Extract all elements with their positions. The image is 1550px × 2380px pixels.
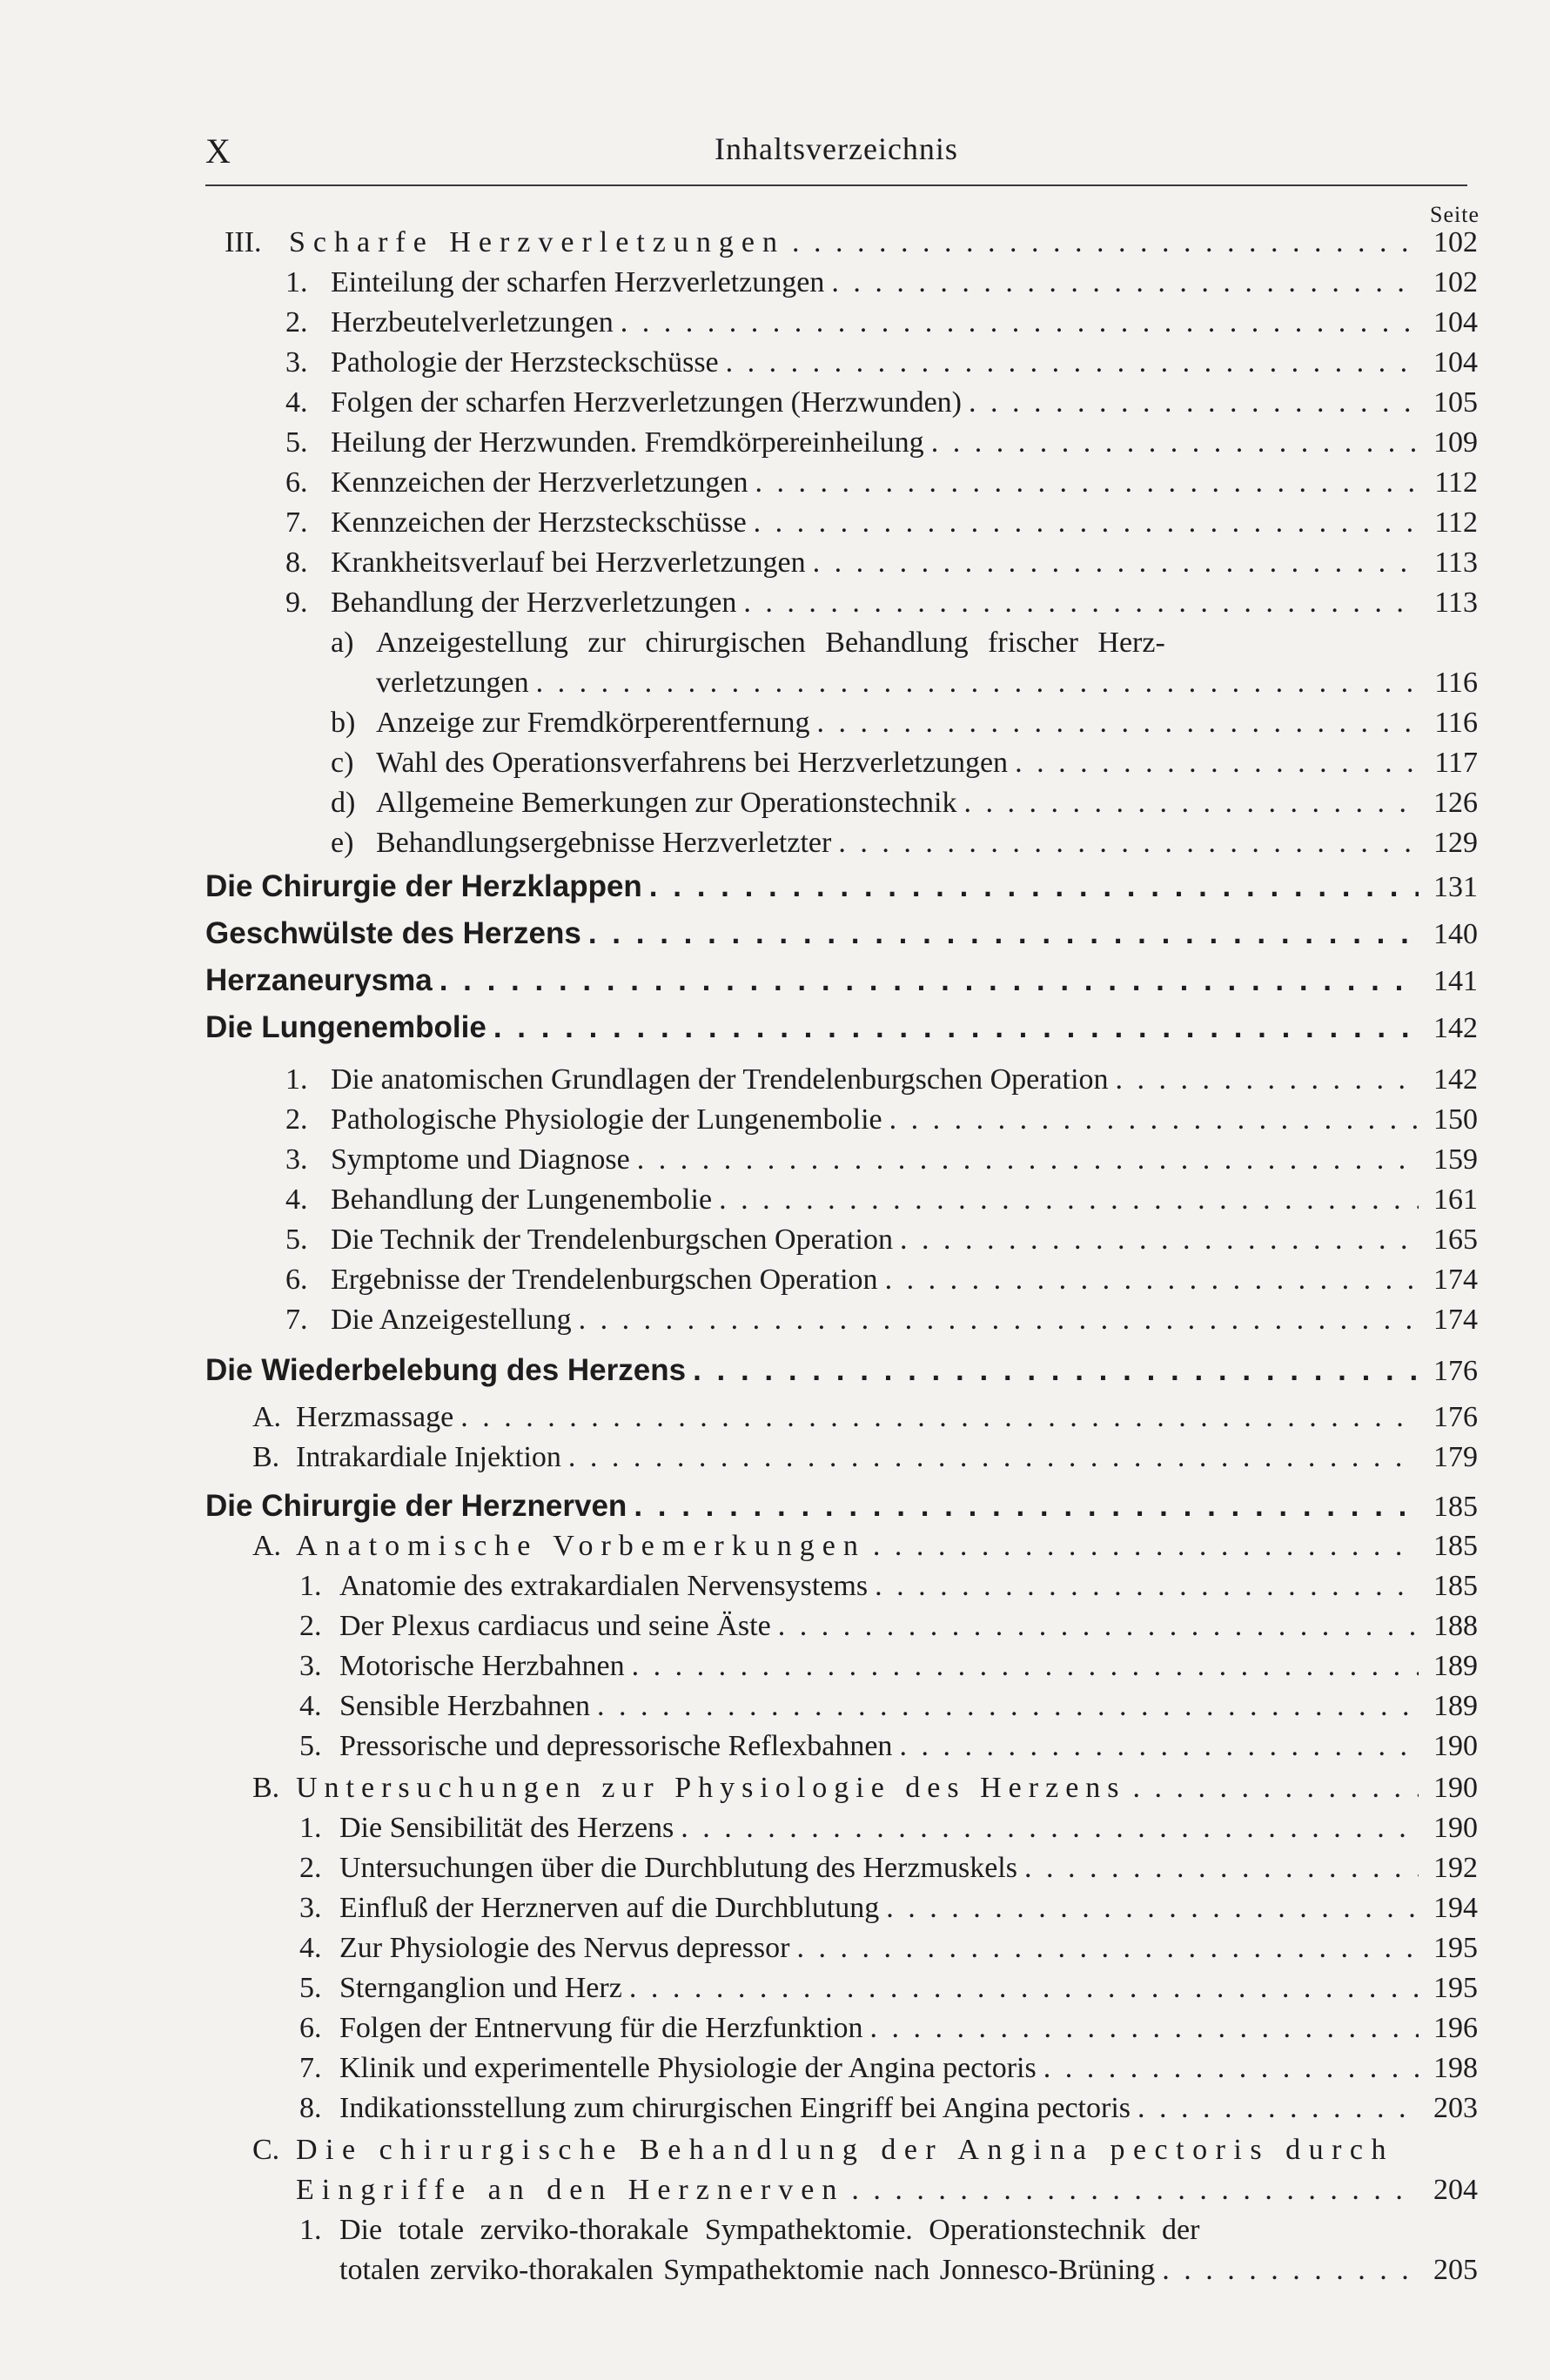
entry-number: 5. xyxy=(285,1224,308,1256)
toc-entry xyxy=(252,1398,1478,1438)
entry-number: 7. xyxy=(285,506,308,539)
toc-entry xyxy=(331,623,1478,663)
leader-dots xyxy=(649,867,1419,907)
leader-dots xyxy=(693,1351,1419,1391)
page-numeral: X xyxy=(205,131,231,171)
leader-dots xyxy=(536,663,1419,703)
entry-page: 112 xyxy=(1434,466,1478,499)
entry-page: 112 xyxy=(1434,506,1478,539)
entry-title: Kennzeichen der Herzsteckschüsse xyxy=(331,506,747,539)
leader-dots xyxy=(726,343,1419,383)
toc-entry xyxy=(299,1686,1478,1726)
toc-entry xyxy=(252,2130,1410,2170)
leader-dots xyxy=(900,1220,1419,1260)
entry-title: Behandlung der Herzverletzungen xyxy=(331,587,737,619)
entry-title: Die Technik der Trendelenburgschen Operation xyxy=(331,1224,893,1256)
leader-dots xyxy=(440,961,1419,1001)
entry-title: Motorische Herzbahnen xyxy=(339,1650,625,1682)
toc-entry xyxy=(331,743,1478,783)
leader-dots xyxy=(838,823,1419,863)
entry-page: 196 xyxy=(1433,2012,1478,2044)
leader-dots xyxy=(885,1260,1419,1300)
entry-page: 141 xyxy=(1433,965,1478,997)
entry-title: Anatomie des extrakardialen Nervensystems xyxy=(339,1570,869,1602)
entry-title: Folgen der scharfen Herzverletzungen (Herzwunden) xyxy=(331,386,962,419)
leader-dots xyxy=(875,1566,1419,1606)
entry-number: 1. xyxy=(285,266,308,298)
section-title: Die Wiederbelebung des Herzens xyxy=(205,1353,687,1387)
entry-page: 192 xyxy=(1433,1852,1478,1884)
entry-page: 189 xyxy=(1433,1650,1478,1682)
entry-title: Zur Physiologie des Nervus depressor xyxy=(339,1932,790,1964)
entry-page: 195 xyxy=(1433,1932,1478,1964)
leader-dots xyxy=(743,583,1419,623)
leader-dots xyxy=(754,503,1419,543)
entry-page: 176 xyxy=(1433,1355,1478,1387)
entry-page: 204 xyxy=(1433,2174,1478,2206)
entry-page: 102 xyxy=(1433,266,1478,298)
entry-page: 198 xyxy=(1433,2052,1478,2084)
leader-dots xyxy=(851,2170,1419,2210)
toc-entry xyxy=(299,1646,1478,1686)
toc-entry xyxy=(285,423,1478,463)
entry-page: 189 xyxy=(1433,1690,1478,1722)
entry-title: Klinik und experimentelle Physiologie der Angina pectoris xyxy=(339,2052,1037,2084)
entry-number: 1. xyxy=(299,1570,322,1602)
entry-page: 195 xyxy=(1433,1972,1478,2004)
entry-title: Allgemeine Bemerkungen zur Operationstechnik xyxy=(376,787,957,819)
entry-number: 8. xyxy=(299,2092,322,2124)
toc-entry xyxy=(339,2250,1478,2290)
entry-number: 1. xyxy=(285,1063,308,1096)
leader-dots xyxy=(964,783,1419,823)
entry-page: 140 xyxy=(1433,918,1478,950)
entry-title: Indikationsstellung zum chirurgischen Eingriff bei Angina pectoris xyxy=(339,2092,1131,2124)
toc-entry xyxy=(225,223,1478,263)
entry-title: Heilung der Herzwunden. Fremdkörpereinheilung xyxy=(331,426,924,459)
section-title: Geschwülste des Herzens xyxy=(205,916,581,950)
page-header xyxy=(205,131,1467,183)
entry-title: Die chirurgische Behandlung der Angina pectoris durch xyxy=(296,2134,1394,2166)
entry-number: 4. xyxy=(285,386,308,419)
toc-entry xyxy=(299,1606,1478,1646)
leader-dots xyxy=(597,1686,1419,1726)
toc-section xyxy=(205,1008,1478,1048)
entry-page: 113 xyxy=(1434,587,1478,619)
toc-section xyxy=(205,961,1478,1001)
leader-dots xyxy=(1137,2088,1419,2129)
leader-dots xyxy=(568,1438,1419,1478)
section-title: Die Chirurgie der Herznerven xyxy=(205,1489,627,1523)
entry-number: 3. xyxy=(285,346,308,379)
toc-entry xyxy=(285,503,1478,543)
entry-number: d) xyxy=(331,787,356,819)
entry-title: Kennzeichen der Herzverletzungen xyxy=(331,466,748,499)
entry-number: 5. xyxy=(299,1972,322,2004)
toc-entry xyxy=(285,463,1478,503)
leader-dots xyxy=(719,1180,1419,1220)
toc-entry xyxy=(331,823,1478,863)
leader-dots xyxy=(1043,2048,1419,2088)
entry-page: 188 xyxy=(1433,1610,1478,1642)
entry-title: Sensible Herzbahnen xyxy=(339,1690,590,1722)
entry-number: 9. xyxy=(285,587,308,619)
entry-number: 6. xyxy=(299,2012,322,2044)
entry-title: Die anatomischen Grundlagen der Trendelenburgschen Operation xyxy=(331,1063,1109,1096)
entry-page: 105 xyxy=(1433,386,1478,419)
leader-dots xyxy=(755,463,1419,503)
leader-dots xyxy=(796,1928,1419,1968)
leader-dots xyxy=(588,914,1419,954)
entry-page: 142 xyxy=(1433,1012,1478,1044)
leader-dots xyxy=(886,1888,1419,1928)
section-title: Die Lungenembolie xyxy=(205,1010,486,1044)
entry-title: verletzungen xyxy=(376,667,529,699)
entry-number: B. xyxy=(252,1772,280,1804)
entry-number: B. xyxy=(252,1441,280,1473)
leader-dots xyxy=(632,1646,1419,1686)
entry-title: Herzmassage xyxy=(296,1401,454,1433)
entry-page: 185 xyxy=(1433,1530,1478,1562)
entry-page: 104 xyxy=(1433,346,1478,379)
entry-number: C. xyxy=(252,2134,280,2166)
entry-title: Untersuchungen über die Durchblutung des Herzmuskels xyxy=(339,1852,1017,1884)
leader-dots xyxy=(931,423,1419,463)
entry-page: 185 xyxy=(1433,1491,1478,1523)
entry-number: 1. xyxy=(299,2214,322,2246)
entry-title: Herzbeutelverletzungen xyxy=(331,306,614,339)
toc-entry xyxy=(285,583,1478,623)
entry-title: Sternganglion und Herz xyxy=(339,1972,622,2004)
entry-number: c) xyxy=(331,747,354,779)
toc-section xyxy=(205,867,1478,907)
entry-title: Wahl des Operationsverfahrens bei Herzverletzungen xyxy=(376,747,1009,779)
leader-dots xyxy=(621,303,1419,343)
leader-dots xyxy=(1015,743,1419,783)
entry-number: 6. xyxy=(285,1264,308,1296)
leader-dots xyxy=(634,1486,1419,1526)
entry-page: 113 xyxy=(1434,546,1478,579)
entry-number: 2. xyxy=(299,1610,322,1642)
entry-title: Pathologische Physiologie der Lungenembolie xyxy=(331,1103,882,1136)
entry-number: 3. xyxy=(299,1650,322,1682)
toc-entry xyxy=(299,2048,1478,2088)
entry-title: Eingriffe an den Herznerven xyxy=(296,2174,845,2206)
toc-entry xyxy=(376,663,1478,703)
entry-page: 205 xyxy=(1433,2254,1478,2286)
entry-title: Die Sensibilität des Herzens xyxy=(339,1812,674,1844)
entry-page: 176 xyxy=(1433,1401,1478,1433)
toc-section xyxy=(205,914,1478,954)
entry-number: 4. xyxy=(299,1932,322,1964)
toc-section xyxy=(205,1486,1478,1526)
entry-page: 185 xyxy=(1433,1570,1478,1602)
entry-number: III. xyxy=(225,226,262,258)
toc-entry xyxy=(331,703,1478,743)
toc-entry xyxy=(285,1300,1478,1340)
leader-dots xyxy=(493,1008,1419,1048)
entry-title: Pressorische und depressorische Reflexbahnen xyxy=(339,1730,893,1762)
entry-title: Folgen der Entnervung für die Herzfunktion xyxy=(339,2012,863,2044)
leader-dots xyxy=(869,2008,1419,2048)
entry-page: 142 xyxy=(1433,1063,1478,1096)
entry-page: 150 xyxy=(1433,1103,1478,1136)
toc-entry xyxy=(285,343,1478,383)
entry-page: 131 xyxy=(1433,871,1478,903)
leader-dots xyxy=(778,1606,1419,1646)
header-rule xyxy=(205,184,1467,186)
entry-number: 4. xyxy=(299,1690,322,1722)
entry-page: 116 xyxy=(1434,707,1478,739)
toc-entry xyxy=(299,1968,1478,2008)
entry-page: 190 xyxy=(1433,1812,1478,1844)
entry-title: Der Plexus cardiacus und seine Äste xyxy=(339,1610,771,1642)
toc-section xyxy=(205,1351,1478,1391)
leader-dots xyxy=(629,1968,1419,2008)
section-title: Herzaneurysma xyxy=(205,963,433,997)
entry-title: Die totale zerviko-thorakale Sympathektomie. Operationstechnik der xyxy=(339,2214,1200,2246)
toc-entry xyxy=(285,1060,1478,1100)
entry-page: 102 xyxy=(1433,226,1478,258)
entry-title: Anzeige zur Fremdkörperentfernung xyxy=(376,707,810,739)
entry-number: 4. xyxy=(285,1183,308,1216)
leader-dots xyxy=(1162,2250,1419,2290)
entry-number: 7. xyxy=(285,1304,308,1336)
entry-title: totalen zerviko-thorakalen Sympathektomie nach Jonnesco-Brüning xyxy=(339,2254,1156,2286)
entry-number: 1. xyxy=(299,1812,322,1844)
leader-dots xyxy=(969,383,1419,423)
leader-dots xyxy=(460,1398,1419,1438)
toc-entry xyxy=(296,2170,1478,2210)
entry-page: 126 xyxy=(1433,787,1478,819)
entry-page: 174 xyxy=(1433,1264,1478,1296)
leader-dots xyxy=(579,1300,1419,1340)
toc-entry xyxy=(299,2088,1478,2129)
entry-title: Intrakardiale Injektion xyxy=(296,1441,561,1473)
entry-title: Einfluß der Herznerven auf die Durchblutung xyxy=(339,1892,880,1924)
toc-entry xyxy=(285,1140,1478,1180)
toc-entry xyxy=(285,1100,1478,1140)
toc-entry xyxy=(299,2210,1413,2250)
entry-title: Ergebnisse der Trendelenburgschen Operation xyxy=(331,1264,878,1296)
entry-page: 165 xyxy=(1433,1224,1478,1256)
entry-number: A. xyxy=(252,1401,282,1433)
entry-title: Symptome und Diagnose xyxy=(331,1143,630,1176)
entry-number: e) xyxy=(331,827,354,859)
toc-entry xyxy=(285,1180,1478,1220)
entry-number: 5. xyxy=(299,1730,322,1762)
toc-entry xyxy=(252,1438,1478,1478)
entry-page: 129 xyxy=(1433,827,1478,859)
toc-entry xyxy=(299,1888,1478,1928)
entry-page: 179 xyxy=(1433,1441,1478,1473)
entry-number: 7. xyxy=(299,2052,322,2084)
entry-page: 174 xyxy=(1433,1304,1478,1336)
entry-title: Scharfe Herzverletzungen xyxy=(289,226,785,258)
entry-page: 117 xyxy=(1434,747,1478,779)
toc-entry xyxy=(299,1566,1478,1606)
leader-dots xyxy=(816,703,1419,743)
toc-entry xyxy=(285,383,1478,423)
toc-entry xyxy=(299,2008,1478,2048)
toc-entry xyxy=(252,1526,1478,1566)
entry-number: 8. xyxy=(285,546,308,579)
entry-title: Untersuchungen zur Physiologie des Herzens xyxy=(296,1772,1126,1804)
entry-page: 190 xyxy=(1433,1772,1478,1804)
leader-dots xyxy=(1024,1848,1419,1888)
entry-page: 104 xyxy=(1433,306,1478,339)
entry-title: Behandlungsergebnisse Herzverletzter xyxy=(376,827,832,859)
page-title: Inhaltsverzeichnis xyxy=(715,131,958,166)
leader-dots xyxy=(873,1526,1419,1566)
leader-dots xyxy=(813,543,1419,583)
entry-number: 5. xyxy=(285,426,308,459)
entry-page: 109 xyxy=(1433,426,1478,459)
toc-entry xyxy=(299,1808,1478,1848)
toc-entry xyxy=(252,1768,1478,1808)
entry-title: Einteilung der scharfen Herzverletzungen xyxy=(331,266,825,298)
toc-entry xyxy=(285,1260,1478,1300)
toc-entry xyxy=(285,303,1478,343)
entry-title: Krankheitsverlauf bei Herzverletzungen xyxy=(331,546,806,579)
entry-number: 3. xyxy=(285,1143,308,1176)
leader-dots xyxy=(899,1726,1419,1767)
entry-number: 2. xyxy=(285,1103,308,1136)
toc-entry xyxy=(285,1220,1478,1260)
toc-entry xyxy=(285,543,1478,583)
leader-dots xyxy=(831,263,1419,303)
entry-page: 159 xyxy=(1433,1143,1478,1176)
leader-dots xyxy=(1133,1768,1419,1808)
entry-number: 6. xyxy=(285,466,308,499)
entry-page: 161 xyxy=(1433,1183,1478,1216)
toc-entry xyxy=(285,263,1478,303)
leader-dots xyxy=(889,1100,1419,1140)
entry-number: 2. xyxy=(299,1852,322,1884)
entry-number: 2. xyxy=(285,306,308,339)
toc-entry xyxy=(299,1726,1478,1767)
leader-dots xyxy=(681,1808,1419,1848)
toc-entry xyxy=(299,1928,1478,1968)
entry-number: a) xyxy=(331,627,354,659)
entry-number: b) xyxy=(331,707,356,739)
leader-dots xyxy=(637,1140,1419,1180)
entry-number: A. xyxy=(252,1530,282,1562)
section-title: Die Chirurgie der Herzklappen xyxy=(205,869,642,903)
entry-title: Behandlung der Lungenembolie xyxy=(331,1183,713,1216)
toc-entry xyxy=(331,783,1478,823)
entry-page: 116 xyxy=(1434,667,1478,699)
entry-page: 203 xyxy=(1433,2092,1478,2124)
leader-dots xyxy=(1116,1060,1419,1100)
entry-page: 190 xyxy=(1433,1730,1478,1762)
toc-entry xyxy=(299,1848,1478,1888)
leader-dots xyxy=(792,223,1419,263)
entry-number: 3. xyxy=(299,1892,322,1924)
entry-title: Anatomische Vorbemerkungen xyxy=(296,1530,866,1562)
entry-title: Die Anzeigestellung xyxy=(331,1304,572,1336)
seite-label: Seite xyxy=(1430,202,1480,227)
entry-title: Pathologie der Herzsteckschüsse xyxy=(331,346,719,379)
entry-page: 194 xyxy=(1433,1892,1478,1924)
entry-title: Anzeigestellung zur chirurgischen Behandlung frischer Herz- xyxy=(376,627,1165,659)
